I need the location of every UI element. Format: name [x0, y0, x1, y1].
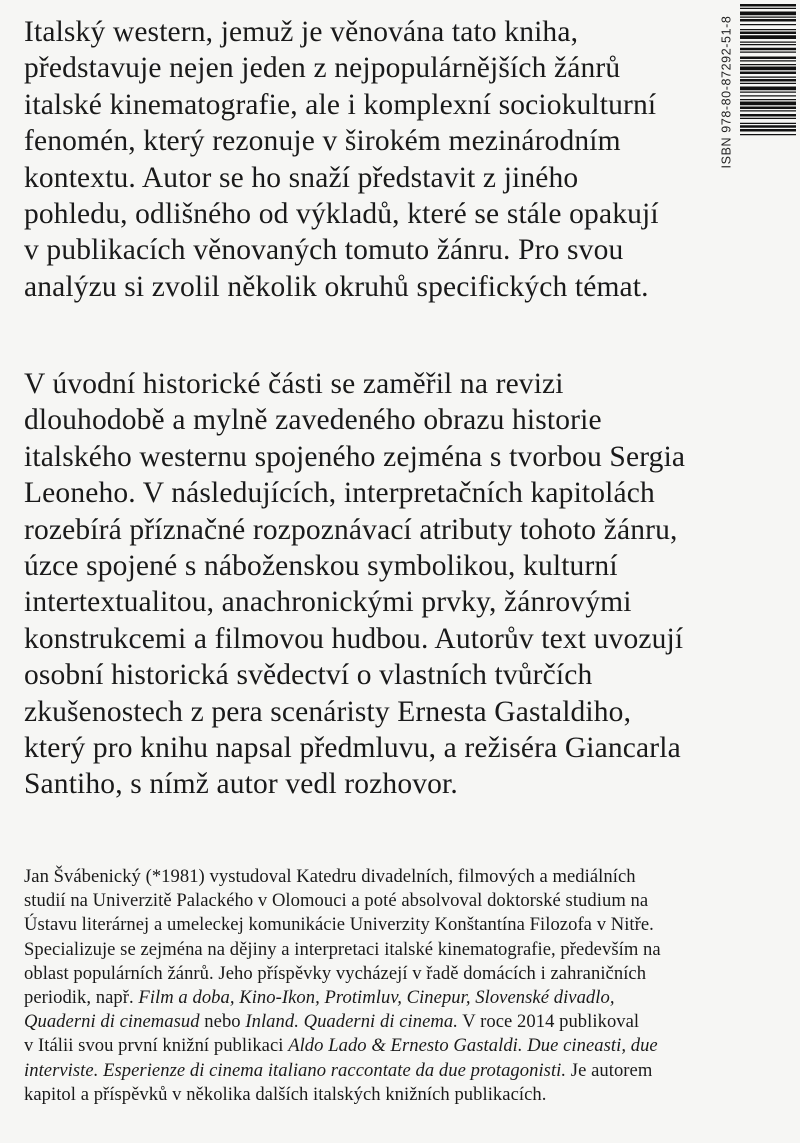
text-line: fenomén, který rezonuje v širokém mezinárodním	[24, 125, 621, 158]
text-line: italské kinematografie, ale i komplexní sociokulturní	[24, 88, 657, 121]
bio-line	[24, 1059, 764, 1083]
text-line: italského westernu spojeného zejména s tvorbou Sergia	[24, 440, 686, 473]
book-title: interviste. Esperienze di cinema italiano raccontate da due protagonisti.	[24, 1059, 567, 1081]
barcode	[736, 0, 798, 180]
bio-line	[24, 986, 764, 1010]
text-line: V úvodní historické části se zaměřil na revizi	[24, 368, 564, 400]
text-line: Leoneho. V následujících, interpretačních kapitolách	[24, 477, 655, 510]
periodical-title: Inland. Quaderni di cinema.	[245, 1011, 458, 1033]
text-line: Santiho, s nímž autor vedl rozhovor.	[24, 768, 458, 801]
bio-text: periodik, např.	[24, 987, 139, 1009]
text-line: Italský western, jemuž je věnována tato kniha,	[24, 16, 579, 48]
bio-line: oblast populárních žánrů. Jeho příspěvky vycházejí v řadě domácích i zahraničních	[24, 962, 647, 984]
text-line: zkušenostech z pera scenáristy Ernesta Gastaldiho,	[24, 695, 632, 728]
text-line: rozebírá příznačné rozpoznávací atributy tohoto žánru,	[24, 513, 678, 546]
bio-line: Specializuje se zejména na dějiny a interpretaci italské kinematografie, především na	[24, 938, 661, 960]
description-paragraph-2	[24, 366, 724, 803]
barcode-icon	[736, 0, 798, 180]
bio-text: v Itálii svou první knižní publikaci	[24, 1035, 289, 1057]
bio-text: V roce 2014 publikoval	[457, 1011, 640, 1033]
description-paragraph-1	[24, 14, 724, 305]
bio-line	[24, 1010, 764, 1034]
bio-text: Je autorem	[566, 1059, 653, 1081]
text-line: intertextualitou, anachronickými prvky, žánrovými	[24, 586, 632, 619]
text-line: analýzu si zvolil několik okruhů specifických témat.	[24, 270, 649, 303]
bio-text: nebo	[199, 1011, 246, 1033]
isbn-number: ISBN 978-80-87292-51-8	[719, 15, 733, 169]
text-line: konstrukcemi a filmovou hudbou. Autorův text uvozují	[24, 622, 684, 655]
text-line: osobní historická svědectví o vlastních tvůrčích	[24, 659, 593, 692]
text-line: pohledu, odlišného od výkladů, které se stále opakují	[24, 198, 659, 231]
text-line: úzce spojené s náboženskou symbolikou, kulturní	[24, 550, 618, 583]
periodical-title: Quaderni di cinemasud	[24, 1011, 200, 1033]
bio-line	[24, 1034, 764, 1058]
text-line: v publikacích věnovaných tomuto žánru. Pro svou	[24, 234, 624, 267]
book-title: Aldo Lado & Ernesto Gastaldi. Due cineasti, due	[288, 1035, 658, 1057]
text-line: kontextu. Autor se ho snaží představit z jiného	[24, 161, 579, 194]
bio-line: Ústavu literárnej a umeleckej komunikácie Univerzity Konštantína Filozofa v Nitře.	[24, 914, 654, 936]
periodicals-list: Film a doba, Kino-Ikon, Protimluv, Cinepur, Slovenské divadlo,	[138, 987, 615, 1009]
bio-line: Jan Švábenický (*1981) vystudoval Katedru divadelních, filmových a mediálních	[24, 866, 636, 887]
author-bio	[24, 865, 764, 1107]
text-line: který pro knihu napsal předmluvu, a režiséra Giancarla	[24, 732, 681, 765]
bio-line: studií na Univerzitě Palackého v Olomouci a poté absolvoval doktorské studium na	[24, 890, 649, 912]
text-line: představuje nejen jeden z nejpopulárnějších žánrů	[24, 52, 621, 85]
bio-line: kapitol a příspěvků v několika dalších italských knižních publikacích.	[24, 1083, 547, 1105]
text-line: dlouhodobě a mylně zavedeného obrazu historie	[24, 404, 602, 437]
